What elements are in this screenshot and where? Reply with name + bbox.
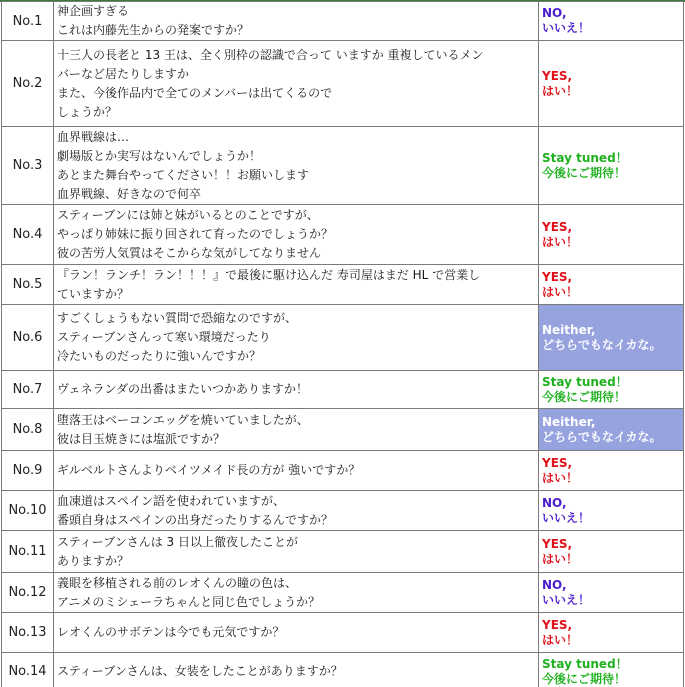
question-line: スティーブンさんは、女装をしたことがありますか？ [57,664,343,678]
answer-line: YES, [542,455,573,470]
question-line: しょうか？ [57,104,118,119]
table-row [2,41,684,127]
question-cell[interactable] [54,531,539,573]
table-row [2,371,684,409]
question-line: すごくしょうもない質問で恐縮なのですが、 [57,311,298,325]
answer-line: YES, [542,536,573,551]
question-number-cell[interactable]: No.7 [2,371,54,409]
question-cell[interactable] [54,451,539,491]
question-number-cell[interactable]: No.3 [2,127,54,205]
question-cell[interactable] [54,371,539,409]
question-line: 神企画すぎる [57,4,130,18]
question-number-cell[interactable]: No.1 [2,2,54,41]
answer-cell[interactable] [539,2,684,41]
answer-line: いいえ！ [542,592,591,607]
question-number-cell[interactable]: No.12 [2,573,54,613]
question-line: ていますか？ [57,286,130,301]
question-cell[interactable] [54,205,539,265]
answer-line: YES, [542,617,573,632]
table-row [2,573,684,613]
answer-line: NO, [542,6,567,20]
answer-line: Stay tuned！ [542,374,628,389]
answer-cell[interactable] [539,613,684,653]
question-line: これは内藤先生からの発案ですか？ [57,23,250,37]
answer-line: はい！ [542,234,579,249]
table-row [2,613,684,653]
answer-cell[interactable] [539,531,684,573]
table-row [2,265,684,305]
answer-line: NO, [542,495,567,510]
question-line: アニメのミシェーラちゃんと同じ色でしょうか？ [57,594,321,609]
answer-line: どちらでもなイカな。 [542,337,662,352]
answer-cell[interactable] [539,573,684,613]
answer-cell[interactable] [539,127,684,205]
table-row [2,451,684,491]
question-line: ギルベルトさんよりベイツメイド長の方が 強いですか？ [57,463,361,477]
answer-line: YES, [542,68,573,83]
answer-line: Neither, [542,414,596,429]
answer-cell[interactable] [539,305,684,371]
question-number-cell[interactable]: No.4 [2,205,54,265]
answer-cell[interactable] [539,205,684,265]
table-row [2,205,684,265]
answer-cell[interactable] [539,409,684,451]
answer-cell[interactable] [539,265,684,305]
question-cell[interactable] [54,613,539,653]
answer-line: どちらでもなイカな。 [542,429,662,444]
question-line: 『ラン！ランチ！ラン！！！』で最後に駆け込んだ 寿司屋はまだ HL で営業し [57,267,481,282]
answer-line: はい！ [542,632,579,647]
answer-line: はい！ [542,284,579,299]
table-row [2,653,684,687]
answer-line: いいえ！ [542,21,591,35]
answer-line: 今後にご期待！ [542,671,627,686]
answer-line: いいえ！ [542,510,591,525]
question-number-cell[interactable]: No.2 [2,41,54,127]
question-number-cell[interactable]: No.13 [2,613,54,653]
answer-cell[interactable] [539,491,684,531]
answer-line: はい！ [542,83,579,98]
question-number-cell[interactable]: No.8 [2,409,54,451]
answer-line: Stay tuned！ [542,656,628,671]
question-line: 劇場版とか実写はないんでしょうか！ [57,148,262,163]
answer-line: NO, [542,577,567,592]
answer-line: 今後にご期待！ [542,165,627,180]
question-line: 彼は目玉焼きには塩派ですか？ [57,431,226,446]
question-line: また、今後作品内で全てのメンバーは出てくるので [57,85,333,100]
question-line: スティーブンには姉と妹がいるとのことですが、 [57,208,319,222]
question-number-cell[interactable]: No.5 [2,265,54,305]
answer-line: YES, [542,269,573,284]
table-row [2,491,684,531]
question-line: 堕落王はベーコンエッグを焼いていましたが、 [57,412,309,427]
answer-cell[interactable] [539,371,684,409]
question-line: 血凍道はスペイン語を使われていますが、 [57,493,286,508]
question-line: 血界戦線は… [57,129,130,144]
question-number-cell[interactable]: No.11 [2,531,54,573]
question-cell[interactable] [54,305,539,371]
answer-cell[interactable] [539,451,684,491]
table-row [2,305,684,371]
question-line: ありますか？ [57,553,130,568]
question-cell[interactable] [54,127,539,205]
question-cell[interactable] [54,265,539,305]
question-line: 彼の苦労人気質はそこからな気がしてなりません [57,246,322,260]
question-line: スティーブンさんは 3 日以上徹夜したことが [57,534,298,549]
question-line: あとまた舞台やってください！！お願いします [57,167,310,182]
question-line: バーなど居たりしますか [57,66,190,81]
question-line: 番頭自身はスペインの出身だったりするんですか？ [57,512,334,527]
answer-line: Neither, [542,322,596,337]
qa-table-body [2,2,684,687]
table-row [2,2,684,41]
answer-line: はい！ [542,551,579,566]
question-cell[interactable] [54,409,539,451]
question-line: レオくんのサボテンは今でも元気ですか？ [57,625,285,639]
question-line: スティーブンさんって寒い環境だったり [57,330,271,344]
question-number-cell[interactable]: No.9 [2,451,54,491]
question-cell[interactable] [54,491,539,531]
answer-line: はい！ [542,470,579,485]
question-line: 血界戦線、好きなので何卒 [57,186,202,201]
question-line: 冷たいものだったりに強いんですか？ [57,349,262,363]
table-row [2,127,684,205]
question-number-cell[interactable]: No.6 [2,305,54,371]
question-line: 十三人の長老と 13 王は、全く別枠の認識で合って いますか 重複しているメン [57,47,484,62]
question-cell[interactable] [54,573,539,613]
qa-table [1,1,684,687]
table-row [2,531,684,573]
answer-line: Stay tuned！ [542,150,628,165]
answer-cell[interactable] [539,653,684,687]
question-cell[interactable] [54,653,539,687]
question-cell[interactable] [54,2,539,41]
question-line: 義眼を移植される前のレオくんの瞳の色は、 [57,575,298,590]
question-number-cell[interactable]: No.14 [2,653,54,687]
question-cell[interactable] [54,41,539,127]
question-line: やっぱり姉妹に振り回されて育ったのでしょうか？ [57,227,334,241]
question-number-cell[interactable]: No.10 [2,491,54,531]
answer-line: YES, [542,219,573,234]
answer-cell[interactable] [539,41,684,127]
table-row [2,409,684,451]
question-line: ヴェネランダの出番はまたいつかありますか！ [57,382,309,396]
answer-line: 今後にご期待！ [542,389,627,404]
